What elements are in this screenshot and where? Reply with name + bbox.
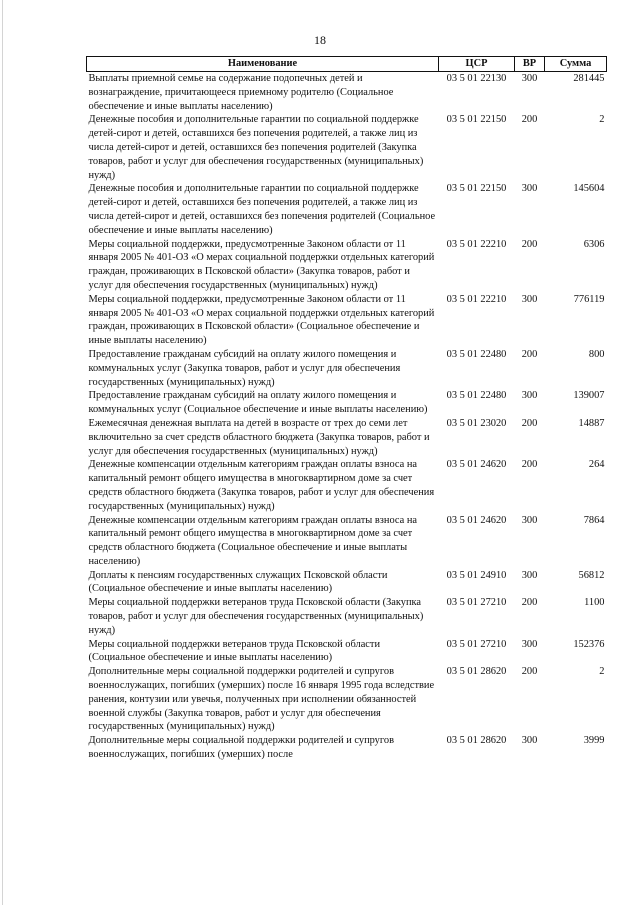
row-vr: 300 bbox=[521, 183, 538, 195]
row-vr: 300 bbox=[521, 293, 538, 305]
column-header-vr: ВР bbox=[515, 57, 545, 72]
row-sum: 145604 bbox=[573, 183, 605, 195]
row-vr: 200 bbox=[521, 114, 538, 126]
row-sum: 2 bbox=[599, 114, 605, 126]
row-name: Выплаты приемной семье на содержание подопечных детей и вознаграждение, причитающееся приемному родителю (Социальное обеспечение и иные выплаты населению) bbox=[88, 73, 394, 112]
row-name: Доплаты к пенсиям государственных служащих Псковской области (Социальное обеспечение и иные выплаты населению) bbox=[88, 569, 388, 595]
table-row bbox=[87, 389, 607, 417]
row-vr: 200 bbox=[521, 597, 538, 609]
row-sum: 56812 bbox=[578, 569, 605, 581]
row-csr: 03 5 01 22150 bbox=[446, 114, 507, 126]
row-sum: 7864 bbox=[583, 514, 605, 526]
row-name: Предоставление гражданам субсидий на оплату жилого помещения и коммунальных услуг (Социальное обеспечение и иные выплаты населению) bbox=[88, 390, 428, 416]
row-vr: 200 bbox=[521, 348, 538, 360]
row-csr: 03 5 01 27210 bbox=[446, 597, 507, 609]
row-sum: 152376 bbox=[573, 638, 605, 650]
row-sum: 264 bbox=[588, 459, 605, 471]
row-name: Денежные пособия и дополнительные гарантии по социальной поддержке детей-сирот и детей, оставшихся без попечения родителей, а также лиц из числа детей-сирот и детей, оставшихся без попечения родителей (Закупка товаров, работ и услуг для обеспечения государственных (муниципальных) нужд) bbox=[88, 114, 424, 181]
row-csr: 03 5 01 27210 bbox=[446, 638, 507, 650]
page-number: 18 bbox=[314, 33, 326, 47]
row-name: Денежные компенсации отдельным категориям граждан оплаты взноса на капитальный ремонт общего имущества в многоквартирном доме за счет средств областного бюджета (Социальное обеспечение и иные выплаты населению) bbox=[88, 514, 418, 567]
row-csr: 03 5 01 24620 bbox=[446, 514, 507, 526]
table-row bbox=[87, 638, 607, 666]
row-name: Ежемесячная денежная выплата на детей в возрасте от трех до семи лет включительно за счет средств областного бюджета (Закупка товаров, работ и услуг для обеспечения государственных (муниципальных) нужд) bbox=[88, 417, 430, 457]
row-name: Меры социальной поддержки, предусмотренные Законом области от 11 января 2005 № 401-ОЗ «О мерах социальной поддержки отдельных категорий граждан, проживающих в Псковской области» (Закупка товаров, работ и услуг для обеспечения государственных (муниципальных) нужд) bbox=[88, 238, 435, 291]
row-vr: 200 bbox=[521, 238, 538, 250]
page-edge-line bbox=[2, 0, 3, 905]
table-row bbox=[87, 417, 607, 458]
row-csr: 03 5 01 22480 bbox=[446, 390, 507, 402]
row-vr: 300 bbox=[521, 514, 538, 526]
row-csr: 03 5 01 22480 bbox=[446, 348, 507, 360]
row-sum: 800 bbox=[588, 348, 605, 360]
row-vr: 300 bbox=[521, 638, 538, 650]
row-csr: 03 5 01 24910 bbox=[446, 569, 507, 581]
budget-table bbox=[86, 56, 607, 762]
row-csr: 03 5 01 28620 bbox=[446, 735, 507, 747]
row-name: Меры социальной поддержки ветеранов труда Псковской области (Социальное обеспечение и иные выплаты населению) bbox=[88, 638, 381, 664]
row-name: Денежные пособия и дополнительные гарантии по социальной поддержке детей-сирот и детей, оставшихся без попечения родителей, а также лиц из числа детей-сирот и детей, оставшихся без попечения родителей (Социальное обеспечение и иные выплаты населению) bbox=[88, 183, 436, 236]
table-row bbox=[87, 182, 607, 237]
table-row bbox=[87, 596, 607, 637]
row-csr: 03 5 01 22150 bbox=[446, 183, 507, 195]
row-sum: 2 bbox=[599, 666, 605, 678]
row-name: Дополнительные меры социальной поддержки родителей и супругов военнослужащих, погибших (умерших) после bbox=[88, 735, 394, 761]
row-sum: 6306 bbox=[583, 238, 605, 250]
row-csr: 03 5 01 23020 bbox=[446, 417, 507, 429]
table-row bbox=[87, 348, 607, 389]
table-row bbox=[87, 665, 607, 734]
table-row bbox=[87, 238, 607, 293]
column-header-csr: ЦСР bbox=[439, 57, 515, 72]
row-vr: 200 bbox=[521, 459, 538, 471]
row-vr: 300 bbox=[521, 569, 538, 581]
table-row bbox=[87, 458, 607, 513]
table-row bbox=[87, 734, 607, 762]
row-csr: 03 5 01 28620 bbox=[446, 666, 507, 678]
row-csr: 03 5 01 22130 bbox=[446, 73, 507, 84]
row-vr: 300 bbox=[521, 390, 538, 402]
row-sum: 139007 bbox=[573, 390, 605, 402]
table-row bbox=[87, 569, 607, 597]
row-vr: 200 bbox=[521, 666, 538, 678]
column-header-sum: Сумма bbox=[545, 57, 607, 72]
table-header-row bbox=[87, 57, 607, 72]
row-name: Предоставление гражданам субсидий на оплату жилого помещения и коммунальных услуг (Закупка товаров, работ и услуг для обеспечения государственных (муниципальных) нужд) bbox=[88, 348, 401, 388]
table-row bbox=[87, 72, 607, 114]
row-name: Дополнительные меры социальной поддержки родителей и супругов военнослужащих, погибших (умерших) после 16 января 1995 года вследствие ранения, контузии или увечья, полученных при исполнении обязанностей военной службы (Закупка товаров, работ и услуг для обеспечения государственных (муниципальных) нужд) bbox=[88, 666, 435, 733]
row-name: Денежные компенсации отдельным категориям граждан оплаты взноса на капитальный ремонт общего имущества в многоквартирном доме за счет средств областного бюджета (Закупка товаров, работ и услуг для обеспечения государственных (муниципальных) нужд) bbox=[88, 459, 435, 512]
row-csr: 03 5 01 22210 bbox=[446, 238, 507, 250]
table-row bbox=[87, 514, 607, 569]
row-sum: 1100 bbox=[584, 597, 605, 609]
row-sum: 281445 bbox=[573, 73, 605, 84]
row-vr: 300 bbox=[521, 73, 538, 84]
row-vr: 200 bbox=[521, 417, 538, 429]
row-name: Меры социальной поддержки ветеранов труда Псковской области (Закупка товаров, работ и услуг для обеспечения государственных (муниципальных) нужд) bbox=[88, 597, 424, 636]
row-sum: 3999 bbox=[583, 735, 605, 747]
row-csr: 03 5 01 24620 bbox=[446, 459, 507, 471]
row-vr: 300 bbox=[521, 735, 538, 747]
row-name: Меры социальной поддержки, предусмотренные Законом области от 11 января 2005 № 401-ОЗ «О мерах социальной поддержки отдельных категорий граждан, проживающих в Псковской области» (Социальное обеспечение и иные выплаты населению) bbox=[88, 293, 435, 347]
table-row bbox=[87, 113, 607, 182]
row-sum: 776119 bbox=[573, 293, 605, 305]
column-header-name: Наименование bbox=[87, 57, 439, 72]
row-sum: 14887 bbox=[578, 417, 605, 429]
row-csr: 03 5 01 22210 bbox=[446, 293, 507, 305]
table-row bbox=[87, 293, 607, 348]
